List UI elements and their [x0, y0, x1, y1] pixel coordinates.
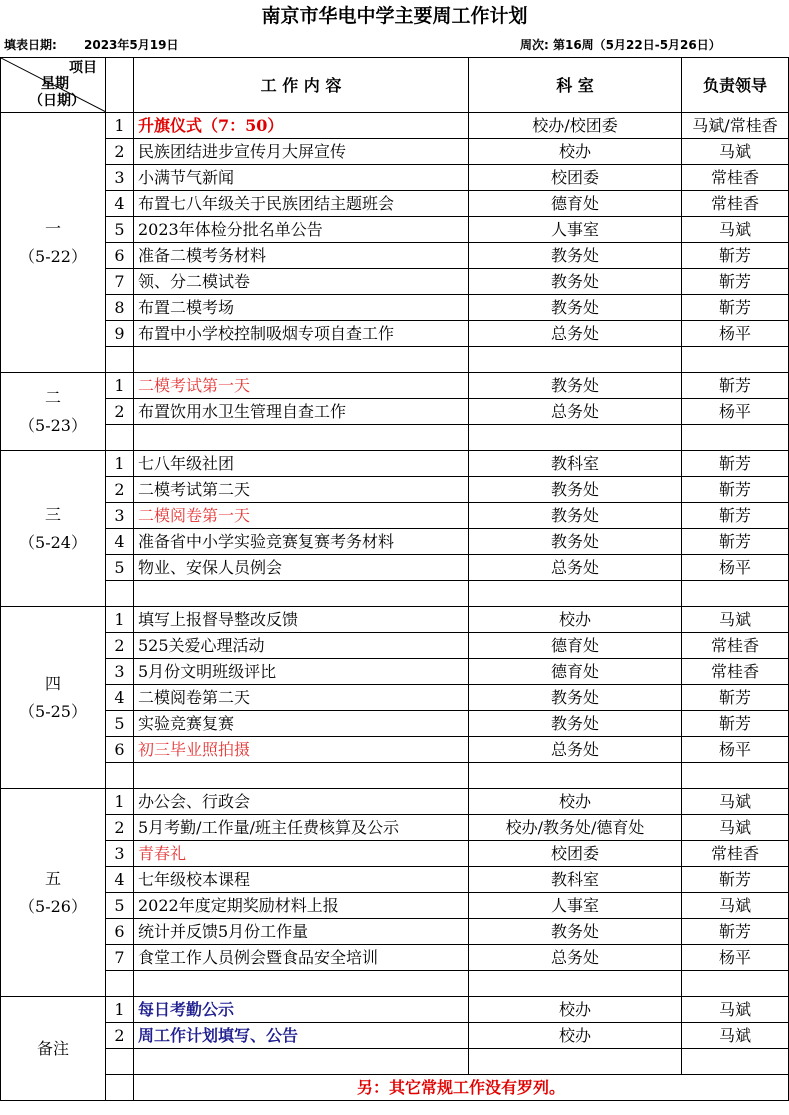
item-dept: 校办/教务处/德育处 — [469, 815, 682, 841]
item-number: 3 — [106, 165, 134, 191]
item-number: 3 — [106, 659, 134, 685]
table-row — [1, 243, 789, 269]
weekday-date: （5-24） — [19, 532, 87, 552]
item-number: 2 — [106, 1023, 134, 1049]
item-content: 二模阅卷第二天 — [134, 685, 469, 711]
item-number: 3 — [106, 841, 134, 867]
weekday-date: （5-25） — [19, 701, 87, 721]
empty-cell — [469, 1049, 682, 1075]
table-row — [1, 139, 789, 165]
item-number: 5 — [106, 711, 134, 737]
footer-row — [1, 1075, 789, 1101]
item-dept: 教务处 — [469, 529, 682, 555]
item-dept: 教务处 — [469, 503, 682, 529]
item-number: 6 — [106, 737, 134, 763]
item-number: 7 — [106, 269, 134, 295]
item-leader: 靳芳 — [682, 919, 789, 945]
empty-cell — [106, 347, 134, 373]
week-info: 周次: 第16周（5月22日-5月26日） — [520, 38, 721, 52]
item-leader: 杨平 — [682, 399, 789, 425]
weekday-label: 四 — [44, 673, 61, 693]
table-row — [1, 633, 789, 659]
table-row — [1, 607, 789, 633]
item-leader: 马斌 — [682, 1023, 789, 1049]
item-leader: 靳芳 — [682, 477, 789, 503]
item-leader: 靳芳 — [682, 373, 789, 399]
item-number: 4 — [106, 529, 134, 555]
empty-cell — [682, 763, 789, 789]
item-leader: 靳芳 — [682, 685, 789, 711]
weekday-label: 二 — [44, 387, 61, 407]
fill-date-label: 填表日期: — [4, 38, 57, 52]
item-dept: 德育处 — [469, 191, 682, 217]
table-row — [1, 165, 789, 191]
empty-cell — [106, 581, 134, 607]
item-content: 布置七八年级关于民族团结主题班会 — [134, 191, 469, 217]
item-dept: 总务处 — [469, 737, 682, 763]
empty-cell — [106, 971, 134, 997]
weekday-date: （5-23） — [19, 415, 87, 435]
item-content: 每日考勤公示 — [134, 997, 469, 1023]
item-leader: 靳芳 — [682, 295, 789, 321]
table-row — [1, 711, 789, 737]
weekday-label: 五 — [44, 868, 61, 888]
empty-cell — [106, 763, 134, 789]
empty-cell — [134, 971, 469, 997]
item-content: 食堂工作人员例会暨食品安全培训 — [134, 945, 469, 971]
table-row — [1, 373, 789, 399]
empty-cell — [469, 347, 682, 373]
item-dept: 校团委 — [469, 841, 682, 867]
item-dept: 教务处 — [469, 919, 682, 945]
item-dept: 德育处 — [469, 659, 682, 685]
day-cell — [1, 789, 106, 997]
item-content: 初三毕业照拍摄 — [134, 737, 469, 763]
table-row — [1, 1049, 789, 1075]
item-leader: 杨平 — [682, 555, 789, 581]
item-content: 民族团结进步宣传月大屏宣传 — [134, 139, 469, 165]
table-row — [1, 191, 789, 217]
table-row — [1, 815, 789, 841]
table-row — [1, 971, 789, 997]
table-row — [1, 269, 789, 295]
table-row — [1, 919, 789, 945]
item-number: 6 — [106, 243, 134, 269]
empty-cell — [682, 1049, 789, 1075]
day-cell — [1, 113, 106, 373]
item-leader: 马斌 — [682, 893, 789, 919]
item-content: 填写上报督导整改反馈 — [134, 607, 469, 633]
table-row — [1, 425, 789, 451]
empty-cell — [682, 425, 789, 451]
item-content: 二模阅卷第一天 — [134, 503, 469, 529]
item-dept: 总务处 — [469, 945, 682, 971]
item-leader: 马斌 — [682, 815, 789, 841]
table-row — [1, 113, 789, 139]
item-dept: 总务处 — [469, 321, 682, 347]
item-leader: 马斌 — [682, 139, 789, 165]
empty-cell — [106, 1049, 134, 1075]
table-row — [1, 399, 789, 425]
notes-label: 备注 — [1, 997, 106, 1101]
item-dept: 教务处 — [469, 243, 682, 269]
table-row — [1, 477, 789, 503]
table-row — [1, 685, 789, 711]
item-content: 布置中小学校控制吸烟专项自查工作 — [134, 321, 469, 347]
item-number: 7 — [106, 945, 134, 971]
item-leader: 常桂香 — [682, 191, 789, 217]
empty-cell — [469, 763, 682, 789]
weekday-date: （5-22） — [19, 246, 87, 266]
table-row — [1, 841, 789, 867]
item-dept: 校办/校团委 — [469, 113, 682, 139]
item-leader: 马斌 — [682, 997, 789, 1023]
item-dept: 校办 — [469, 607, 682, 633]
header-dept: 科 室 — [469, 58, 682, 113]
item-dept: 教务处 — [469, 295, 682, 321]
item-content: 准备省中小学实验竞赛复赛考务材料 — [134, 529, 469, 555]
page-title: 南京市华电中学主要周工作计划 — [261, 5, 528, 27]
empty-cell — [134, 1049, 469, 1075]
weekday-label: 三 — [44, 504, 61, 524]
item-content: 实验竞赛复赛 — [134, 711, 469, 737]
table-row — [1, 321, 789, 347]
item-leader: 马斌 — [682, 217, 789, 243]
item-leader: 靳芳 — [682, 529, 789, 555]
day-cell — [1, 373, 106, 451]
item-number: 6 — [106, 919, 134, 945]
item-content: 布置饮用水卫生管理自查工作 — [134, 399, 469, 425]
weekday-date: （5-26） — [19, 896, 87, 916]
item-leader: 杨平 — [682, 945, 789, 971]
header-leader: 负责领导 — [682, 58, 789, 113]
item-number: 1 — [106, 373, 134, 399]
item-leader: 常桂香 — [682, 633, 789, 659]
table-row — [1, 997, 789, 1023]
item-content: 2022年度定期奖励材料上报 — [134, 893, 469, 919]
item-content: 准备二模考务材料 — [134, 243, 469, 269]
empty-cell — [682, 971, 789, 997]
empty-cell — [682, 581, 789, 607]
table-row — [1, 347, 789, 373]
fill-date: 2023年5月19日 — [84, 38, 179, 52]
item-dept: 教务处 — [469, 269, 682, 295]
item-dept: 总务处 — [469, 555, 682, 581]
table-row — [1, 503, 789, 529]
table-row — [1, 1023, 789, 1049]
day-cell — [1, 451, 106, 607]
item-leader: 常桂香 — [682, 841, 789, 867]
item-content: 二模考试第一天 — [134, 373, 469, 399]
item-number: 2 — [106, 399, 134, 425]
item-leader: 马斌 — [682, 607, 789, 633]
item-number: 5 — [106, 893, 134, 919]
item-number: 2 — [106, 477, 134, 503]
empty-cell — [106, 425, 134, 451]
item-number: 4 — [106, 867, 134, 893]
item-content: 统计并反馈5月份工作量 — [134, 919, 469, 945]
item-dept: 校办 — [469, 789, 682, 815]
item-content: 领、分二模试卷 — [134, 269, 469, 295]
item-dept: 教科室 — [469, 867, 682, 893]
item-content: 5月份文明班级评比 — [134, 659, 469, 685]
header-corner-cell — [1, 58, 106, 113]
work-plan-table — [0, 57, 789, 1101]
item-leader: 靳芳 — [682, 269, 789, 295]
item-dept: 教务处 — [469, 685, 682, 711]
item-content: 5月考勤/工作量/班主任费核算及公示 — [134, 815, 469, 841]
weekday-label: 一 — [44, 218, 61, 238]
item-number: 1 — [106, 997, 134, 1023]
day-cell — [1, 607, 106, 789]
item-number: 1 — [106, 607, 134, 633]
item-leader: 靳芳 — [682, 503, 789, 529]
table-row — [1, 893, 789, 919]
item-leader: 马斌/常桂香 — [682, 113, 789, 139]
item-leader: 杨平 — [682, 321, 789, 347]
item-number: 1 — [106, 451, 134, 477]
table-row — [1, 737, 789, 763]
header-content: 工 作 内 容 — [134, 58, 469, 113]
item-number: 4 — [106, 191, 134, 217]
item-number: 1 — [106, 113, 134, 139]
item-number: 2 — [106, 139, 134, 165]
empty-cell — [469, 971, 682, 997]
empty-cell — [682, 347, 789, 373]
item-dept: 总务处 — [469, 399, 682, 425]
table-row — [1, 581, 789, 607]
item-number: 1 — [106, 789, 134, 815]
item-dept: 教务处 — [469, 477, 682, 503]
item-leader: 靳芳 — [682, 867, 789, 893]
item-leader: 靳芳 — [682, 711, 789, 737]
table-row — [1, 555, 789, 581]
item-dept: 校办 — [469, 139, 682, 165]
item-content: 小满节气新闻 — [134, 165, 469, 191]
item-content: 物业、安保人员例会 — [134, 555, 469, 581]
item-number: 8 — [106, 295, 134, 321]
item-content: 七年级校本课程 — [134, 867, 469, 893]
item-content: 七八年级社团 — [134, 451, 469, 477]
header-num-cell — [106, 58, 134, 113]
item-dept: 人事室 — [469, 217, 682, 243]
corner-weekday-label: 星期 — [41, 76, 69, 92]
corner-date-label: （日期） — [29, 93, 85, 109]
item-dept: 教科室 — [469, 451, 682, 477]
item-content: 布置二模考场 — [134, 295, 469, 321]
header-row — [1, 58, 789, 113]
table-row — [1, 217, 789, 243]
empty-cell — [134, 347, 469, 373]
table-row — [1, 295, 789, 321]
corner-item-label: 项目 — [69, 60, 97, 76]
item-content: 升旗仪式（7：50） — [134, 113, 469, 139]
empty-cell — [469, 581, 682, 607]
item-content: 办公会、行政会 — [134, 789, 469, 815]
table-row — [1, 659, 789, 685]
table-row — [1, 451, 789, 477]
item-content: 周工作计划填写、公告 — [134, 1023, 469, 1049]
item-leader: 马斌 — [682, 789, 789, 815]
item-number: 5 — [106, 555, 134, 581]
item-number: 4 — [106, 685, 134, 711]
item-content: 青春礼 — [134, 841, 469, 867]
empty-cell — [134, 425, 469, 451]
table-row — [1, 529, 789, 555]
item-dept: 校办 — [469, 997, 682, 1023]
item-dept: 德育处 — [469, 633, 682, 659]
empty-cell — [134, 763, 469, 789]
empty-cell — [134, 581, 469, 607]
item-leader: 靳芳 — [682, 243, 789, 269]
item-content: 525关爱心理活动 — [134, 633, 469, 659]
empty-cell — [106, 1075, 134, 1101]
table-row — [1, 867, 789, 893]
item-number: 3 — [106, 503, 134, 529]
item-number: 5 — [106, 217, 134, 243]
item-number: 9 — [106, 321, 134, 347]
item-dept: 人事室 — [469, 893, 682, 919]
footer-note: 另：其它常规工作没有罗列。 — [134, 1075, 789, 1101]
empty-cell — [469, 425, 682, 451]
item-leader: 常桂香 — [682, 165, 789, 191]
table-row — [1, 763, 789, 789]
item-dept: 校团委 — [469, 165, 682, 191]
item-leader: 杨平 — [682, 737, 789, 763]
item-leader: 靳芳 — [682, 451, 789, 477]
table-row — [1, 789, 789, 815]
item-number: 2 — [106, 633, 134, 659]
item-dept: 教务处 — [469, 711, 682, 737]
item-number: 2 — [106, 815, 134, 841]
item-dept: 教务处 — [469, 373, 682, 399]
table-row — [1, 945, 789, 971]
item-leader: 常桂香 — [682, 659, 789, 685]
item-content: 2023年体检分批名单公告 — [134, 217, 469, 243]
item-content: 二模考试第二天 — [134, 477, 469, 503]
item-dept: 校办 — [469, 1023, 682, 1049]
